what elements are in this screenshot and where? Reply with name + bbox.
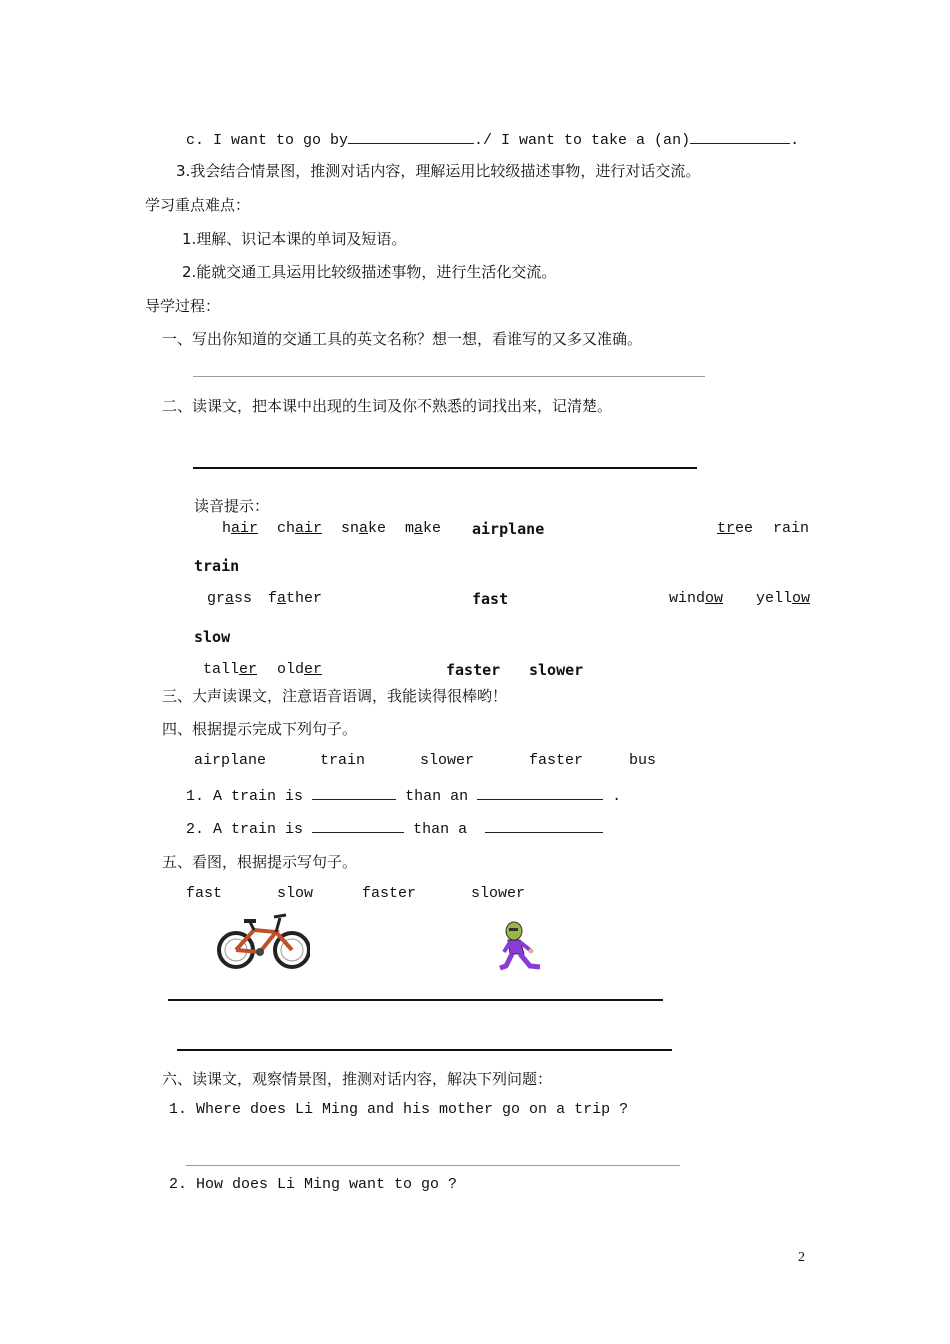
question-2: 2. How does Li Ming want to go ? <box>169 1176 458 1193</box>
hint-word-bus: bus <box>629 752 657 769</box>
pronunciation-hint-label: 读音提示： <box>194 497 270 515</box>
word-chair: chair <box>277 520 323 537</box>
word-hair: hair <box>222 520 259 537</box>
guide-heading: 导学过程： <box>145 297 221 315</box>
answer-line-5b[interactable] <box>177 1049 672 1051</box>
word-yellow: yellow <box>756 590 811 607</box>
section-6-title: 六、读课文，观察情景图，推测对话内容，解决下列问题： <box>162 1070 553 1088</box>
word-older: older <box>277 661 323 678</box>
hint-word-slower: slower <box>420 752 475 769</box>
blank-vehicle[interactable] <box>348 129 474 144</box>
word-father: father <box>268 590 323 607</box>
key-word-train: train <box>194 557 240 575</box>
bicycle-icon <box>216 912 310 972</box>
walking-man-icon <box>498 920 544 976</box>
answer-line-2[interactable] <box>193 467 697 469</box>
sentence-1: 1. A train is than an . <box>186 785 621 805</box>
answer-line-5a[interactable] <box>168 999 663 1001</box>
question-1: 1. Where does Li Ming and his mother go on a trip ? <box>169 1101 629 1118</box>
section-1-title: 一、写出你知道的交通工具的英文名称？想一想，看谁写的又多又准确。 <box>162 330 643 348</box>
sentence-2: 2. A train is than a <box>186 818 603 838</box>
section-4-title: 四、根据提示完成下列句子。 <box>162 720 358 738</box>
hint-word-faster: faster <box>529 752 584 769</box>
hint-word-fast: fast <box>186 885 223 902</box>
blank-2b[interactable] <box>485 818 603 833</box>
blank-vehicle-2[interactable] <box>690 129 790 144</box>
word-taller: taller <box>203 661 258 678</box>
key-word-slow: slow <box>194 628 231 646</box>
key-word-fast: fast <box>472 590 509 608</box>
hint-word-airplane: airplane <box>194 752 267 769</box>
hint-word-slower-2: slower <box>471 885 526 902</box>
answer-line-6a[interactable] <box>186 1165 680 1166</box>
key-point-1: 1.理解、识记本课的单词及短语。 <box>182 230 407 248</box>
word-make: make <box>405 520 442 537</box>
word-window: window <box>669 590 724 607</box>
hint-word-train: train <box>320 752 366 769</box>
answer-line-1[interactable] <box>193 376 705 377</box>
hint-word-slow: slow <box>277 885 314 902</box>
blank-2a[interactable] <box>312 818 404 833</box>
key-word-faster: faster <box>446 661 501 679</box>
word-tree: tree <box>717 520 754 537</box>
section-5-title: 五、看图，根据提示写句子。 <box>162 853 358 871</box>
section-2-title: 二、读课文，把本课中出现的生词及你不熟悉的词找出来，记清楚。 <box>162 397 613 415</box>
key-word-slower: slower <box>529 661 584 679</box>
objective-3: 3.我会结合情景图，推测对话内容，理解运用比较级描述事物，进行对话交流。 <box>176 162 701 180</box>
section-3-title: 三、大声读课文，注意语音语调，我能读得很棒哟！ <box>162 687 508 705</box>
key-point-2: 2.能就交通工具运用比较级描述事物，进行生活化交流。 <box>182 263 557 281</box>
hint-word-faster-2: faster <box>362 885 417 902</box>
fill-line-c: c. I want to go by ./ I want to take a (an) . <box>186 129 799 149</box>
word-snake: snake <box>341 520 387 537</box>
word-grass: grass <box>207 590 253 607</box>
key-word-airplane: airplane <box>472 520 545 538</box>
blank-1a[interactable] <box>312 785 396 800</box>
word-rain: rain <box>773 520 810 537</box>
page-number: 2 <box>798 1250 805 1265</box>
key-points-heading: 学习重点难点： <box>145 196 251 214</box>
blank-1b[interactable] <box>477 785 603 800</box>
